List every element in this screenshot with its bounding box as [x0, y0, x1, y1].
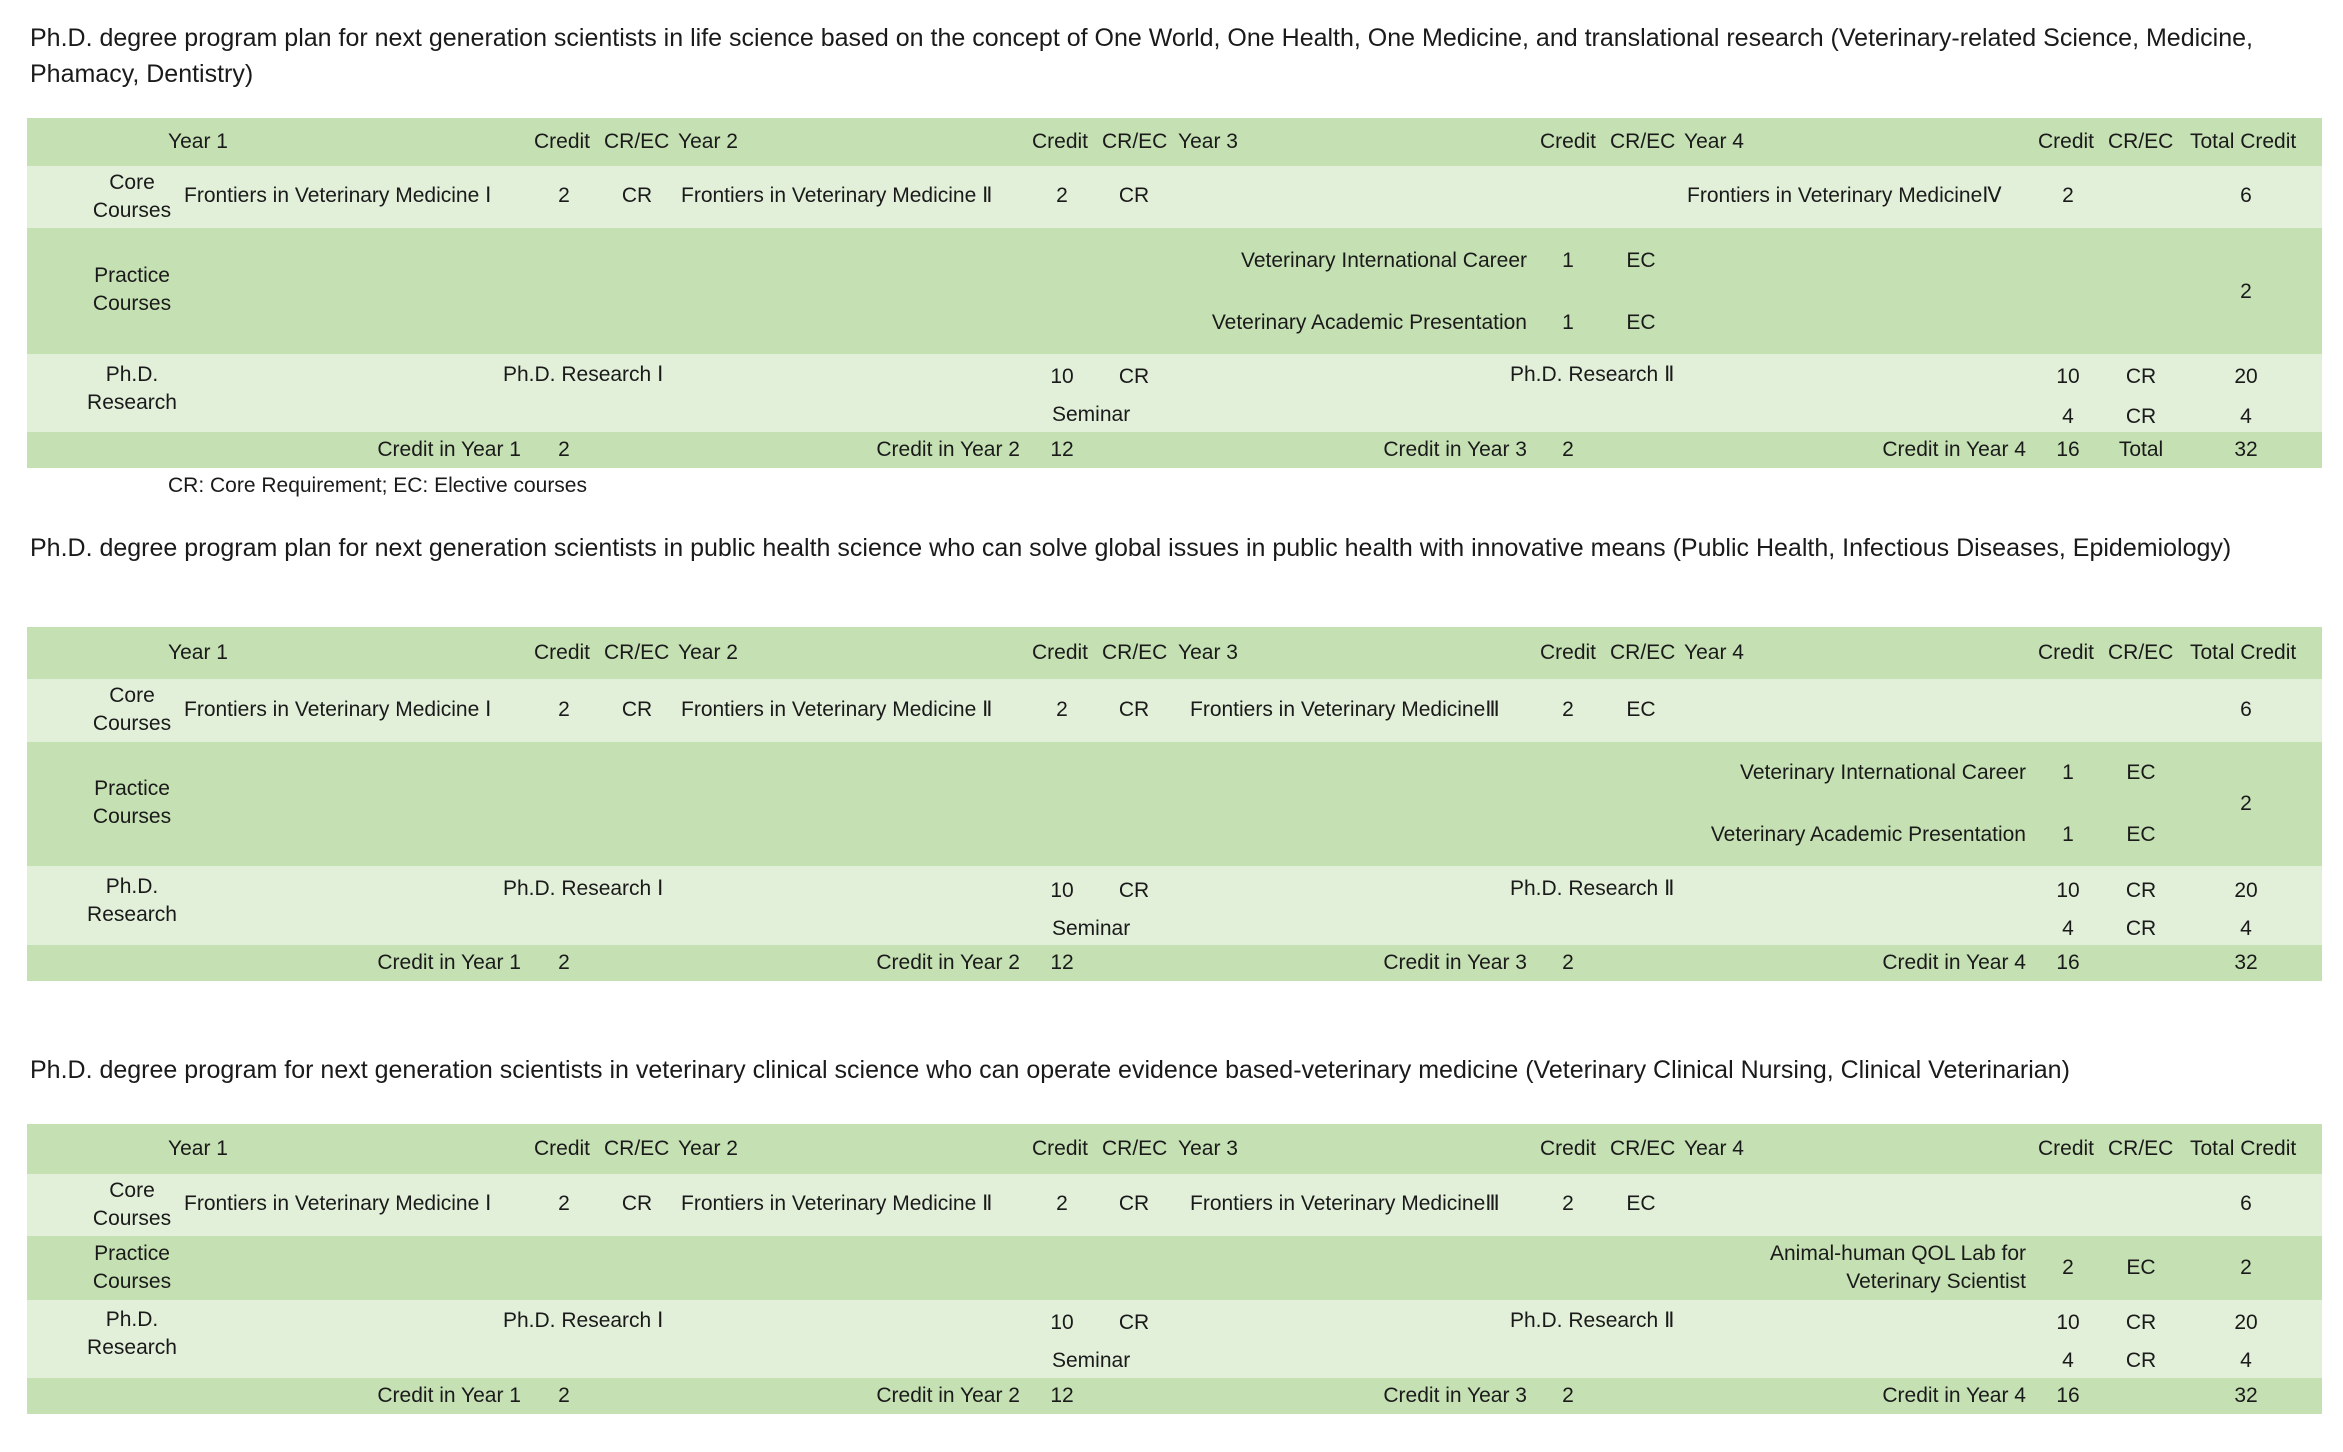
crec-value: CR	[1118, 1311, 1150, 1334]
row-label: Ph.D. Research	[87, 1308, 177, 1359]
year-credit-label: Credit in Year 4	[1882, 438, 2026, 461]
total-value: 6	[2240, 1192, 2252, 1215]
credit-value: 2	[1562, 1192, 1574, 1215]
section-title: Ph.D. degree program plan for next generation scientists in life science based on the concept of One World, One Health, One Medicine, and translational research (Veterinary-related Science, Medicine, Phamacy, Dentistry)	[30, 24, 2253, 88]
credit-value: 10	[2056, 365, 2080, 388]
course-name: Veterinary International Career	[1241, 249, 1527, 272]
crec-value: CR	[2125, 365, 2157, 388]
total-label: Total	[2118, 438, 2164, 461]
row-label: Core Courses	[92, 1179, 172, 1230]
crec-value: CR	[1118, 698, 1150, 721]
total-value: 4	[2240, 405, 2252, 428]
crec-value: CR	[621, 184, 653, 207]
core-courses-row	[27, 1174, 2322, 1236]
research-row	[27, 1300, 2322, 1378]
crec-value: EC	[1626, 1192, 1656, 1215]
credit-value: 2	[558, 438, 570, 461]
year-credit-label: Credit in Year 3	[1383, 438, 1527, 461]
crec-value: CR	[2125, 1349, 2157, 1372]
practice-courses-row	[27, 742, 2322, 866]
credit-value: 2	[1562, 951, 1574, 974]
crec-value: EC	[1626, 698, 1656, 721]
credit-value: 16	[2056, 1384, 2080, 1407]
total-value: 6	[2240, 184, 2252, 207]
crec-value: CR	[2125, 879, 2157, 902]
crec-value: EC	[1626, 249, 1656, 272]
year-credit-label: Credit in Year 3	[1383, 1384, 1527, 1407]
total-value: 6	[2240, 698, 2252, 721]
course-name: Frontiers in Veterinary MedicineⅢ	[1190, 1192, 1500, 1215]
credit-value: 10	[2056, 879, 2080, 902]
header-year2: Year 2	[678, 1137, 738, 1160]
header-crec: CR/EC	[2108, 1137, 2174, 1160]
credit-value: 2	[558, 1384, 570, 1407]
credit-value: 10	[2056, 1311, 2080, 1334]
header-year1: Year 1	[168, 1137, 228, 1160]
seminar-name: Seminar	[1052, 1349, 1131, 1372]
header-credit: Credit	[2038, 130, 2095, 153]
course-name: Ph.D. Research Ⅱ	[1510, 877, 1675, 900]
header-credit: Credit	[1540, 130, 1597, 153]
header-year2: Year 2	[678, 130, 738, 153]
crec-value: CR	[621, 1192, 653, 1215]
crec-value: CR	[1118, 365, 1150, 388]
practice-courses-row	[27, 228, 2322, 354]
year-credit-label: Credit in Year 2	[876, 1384, 1020, 1407]
total-value: 20	[2234, 879, 2258, 902]
year-credit-label: Credit in Year 1	[377, 951, 521, 974]
credit-value: 2	[2062, 184, 2074, 207]
header-crec: CR/EC	[2108, 130, 2174, 153]
header-credit: Credit	[2038, 641, 2095, 664]
core-courses-row	[27, 166, 2322, 228]
course-name: Veterinary International Career	[1740, 761, 2026, 784]
credit-value: 2	[558, 951, 570, 974]
header-year4: Year 4	[1684, 130, 1744, 153]
seminar-name: Seminar	[1052, 917, 1131, 940]
crec-value: CR	[1118, 184, 1150, 207]
header-crec: CR/EC	[2108, 641, 2174, 664]
crec-value: CR	[2125, 1311, 2157, 1334]
course-name: Ph.D. Research Ⅰ	[503, 1309, 664, 1332]
year-credit-label: Credit in Year 1	[377, 438, 521, 461]
course-name: Veterinary Academic Presentation	[1710, 823, 2026, 846]
grand-total-value: 32	[2234, 1384, 2258, 1407]
header-year4: Year 4	[1684, 1137, 1744, 1160]
header-crec: CR/EC	[1102, 641, 1168, 664]
total-value: 4	[2240, 1349, 2252, 1372]
credit-value: 16	[2056, 438, 2080, 461]
header-credit: Credit	[534, 1137, 591, 1160]
total-value: 20	[2234, 365, 2258, 388]
core-courses-row	[27, 679, 2322, 742]
credit-value: 1	[1562, 311, 1574, 334]
credit-value: 10	[1050, 1311, 1074, 1334]
table-header-row	[27, 118, 2322, 166]
header-crec: CR/EC	[1102, 130, 1168, 153]
row-label: Ph.D. Research	[87, 875, 177, 926]
header-crec: CR/EC	[604, 641, 670, 664]
crec-value: CR	[2125, 405, 2157, 428]
section-title: Ph.D. degree program plan for next generation scientists in public health science who can solve global issues in public health with innovative means (Public Health, Infectious Diseases, Epidemiology)	[30, 534, 2232, 562]
year-credit-label: Credit in Year 2	[876, 438, 1020, 461]
header-year1: Year 1	[168, 130, 228, 153]
credit-value: 2	[1562, 438, 1574, 461]
course-name: Veterinary Academic Presentation	[1211, 311, 1527, 334]
year-credit-totals-row	[27, 1378, 2322, 1414]
year-credit-label: Credit in Year 2	[876, 951, 1020, 974]
research-row	[27, 354, 2322, 432]
grand-total-value: 32	[2234, 438, 2258, 461]
crec-value: EC	[1626, 311, 1656, 334]
credit-value: 12	[1050, 951, 1074, 974]
header-year3: Year 3	[1178, 130, 1238, 153]
header-year2: Year 2	[678, 641, 738, 664]
header-credit: Credit	[1032, 1137, 1089, 1160]
course-name: Ph.D. Research Ⅱ	[1510, 1309, 1675, 1332]
credit-value: 10	[1050, 365, 1074, 388]
credit-value: 2	[1056, 184, 1068, 207]
header-credit: Credit	[2038, 1137, 2095, 1160]
credit-value: 2	[558, 184, 570, 207]
credit-value: 4	[2062, 1349, 2074, 1372]
crec-value: EC	[2126, 823, 2156, 846]
total-value: 4	[2240, 917, 2252, 940]
course-name: Frontiers in Veterinary Medicine Ⅱ	[681, 184, 993, 207]
research-row	[27, 866, 2322, 945]
legend-note: CR: Core Requirement; EC: Elective courses	[168, 474, 587, 497]
credit-value: 2	[1056, 698, 1068, 721]
crec-value: EC	[2126, 761, 2156, 784]
credit-value: 1	[2062, 761, 2074, 784]
credit-value: 4	[2062, 917, 2074, 940]
header-credit: Credit	[1540, 1137, 1597, 1160]
credit-value: 2	[558, 698, 570, 721]
crec-value: CR	[621, 698, 653, 721]
row-label: Core Courses	[92, 171, 172, 222]
total-value: 2	[2240, 1256, 2252, 1279]
credit-value: 12	[1050, 438, 1074, 461]
credit-value: 2	[1562, 1384, 1574, 1407]
seminar-name: Seminar	[1052, 403, 1131, 426]
credit-value: 1	[2062, 823, 2074, 846]
course-name: Frontiers in Veterinary Medicine Ⅰ	[184, 184, 492, 207]
year-credit-label: Credit in Year 1	[377, 1384, 521, 1407]
header-crec: CR/EC	[604, 1137, 670, 1160]
credit-value: 4	[2062, 405, 2074, 428]
table-header-row	[27, 627, 2322, 679]
header-year3: Year 3	[1178, 641, 1238, 664]
practice-courses-row	[27, 1236, 2322, 1300]
year-credit-label: Credit in Year 4	[1882, 951, 2026, 974]
header-year1: Year 1	[168, 641, 228, 664]
course-name: Frontiers in Veterinary MedicineⅢ	[1190, 698, 1500, 721]
course-name: Animal-human QOL Lab for Veterinary Scientist	[1769, 1242, 2026, 1293]
total-value: 20	[2234, 1311, 2258, 1334]
header-credit: Credit	[1032, 130, 1089, 153]
row-label: Practice Courses	[92, 264, 172, 315]
credit-value: 16	[2056, 951, 2080, 974]
credit-value: 2	[2062, 1256, 2074, 1279]
credit-value: 2	[558, 1192, 570, 1215]
header-credit: Credit	[1540, 641, 1597, 664]
header-credit: Credit	[534, 641, 591, 664]
row-label: Core Courses	[92, 684, 172, 735]
course-name: Frontiers in Veterinary Medicine Ⅱ	[681, 1192, 993, 1215]
header-crec: CR/EC	[1610, 1137, 1676, 1160]
course-name: Ph.D. Research Ⅰ	[503, 877, 664, 900]
header-credit: Credit	[534, 130, 591, 153]
crec-value: CR	[1118, 1192, 1150, 1215]
row-label: Ph.D. Research	[87, 363, 177, 414]
total-value: 2	[2240, 792, 2252, 815]
crec-value: CR	[2125, 917, 2157, 940]
crec-value: CR	[1118, 879, 1150, 902]
credit-value: 2	[1562, 698, 1574, 721]
table-header-row	[27, 1124, 2322, 1174]
course-name: Ph.D. Research Ⅱ	[1510, 363, 1675, 386]
course-name: Ph.D. Research Ⅰ	[503, 363, 664, 386]
credit-value: 1	[1562, 249, 1574, 272]
year-credit-label: Credit in Year 3	[1383, 951, 1527, 974]
header-credit: Credit	[1032, 641, 1089, 664]
credit-value: 12	[1050, 1384, 1074, 1407]
section-title: Ph.D. degree program for next generation scientists in veterinary clinical science who can operate evidence based-veterinary medicine (Veterinary Clinical Nursing, Clinical Veterinarian)	[30, 1056, 2070, 1084]
header-total-credit: Total Credit	[2190, 130, 2297, 153]
header-crec: CR/EC	[1610, 641, 1676, 664]
header-year4: Year 4	[1684, 641, 1744, 664]
grand-total-value: 32	[2234, 951, 2258, 974]
header-crec: CR/EC	[1102, 1137, 1168, 1160]
year-credit-totals-row	[27, 432, 2322, 468]
credit-value: 10	[1050, 879, 1074, 902]
course-name: Frontiers in Veterinary Medicine Ⅰ	[184, 1192, 492, 1215]
header-total-credit: Total Credit	[2190, 641, 2297, 664]
course-name: Frontiers in Veterinary MedicineⅣ	[1687, 184, 2002, 207]
crec-value: EC	[2126, 1256, 2156, 1279]
credit-value: 2	[1056, 1192, 1068, 1215]
header-total-credit: Total Credit	[2190, 1137, 2297, 1160]
year-credit-totals-row	[27, 945, 2322, 981]
row-label: Practice Courses	[92, 1242, 172, 1293]
header-crec: CR/EC	[1610, 130, 1676, 153]
course-name: Frontiers in Veterinary Medicine Ⅰ	[184, 698, 492, 721]
course-name: Frontiers in Veterinary Medicine Ⅱ	[681, 698, 993, 721]
header-year3: Year 3	[1178, 1137, 1238, 1160]
total-value: 2	[2240, 280, 2252, 303]
row-label: Practice Courses	[92, 777, 172, 828]
year-credit-label: Credit in Year 4	[1882, 1384, 2026, 1407]
header-crec: CR/EC	[604, 130, 670, 153]
